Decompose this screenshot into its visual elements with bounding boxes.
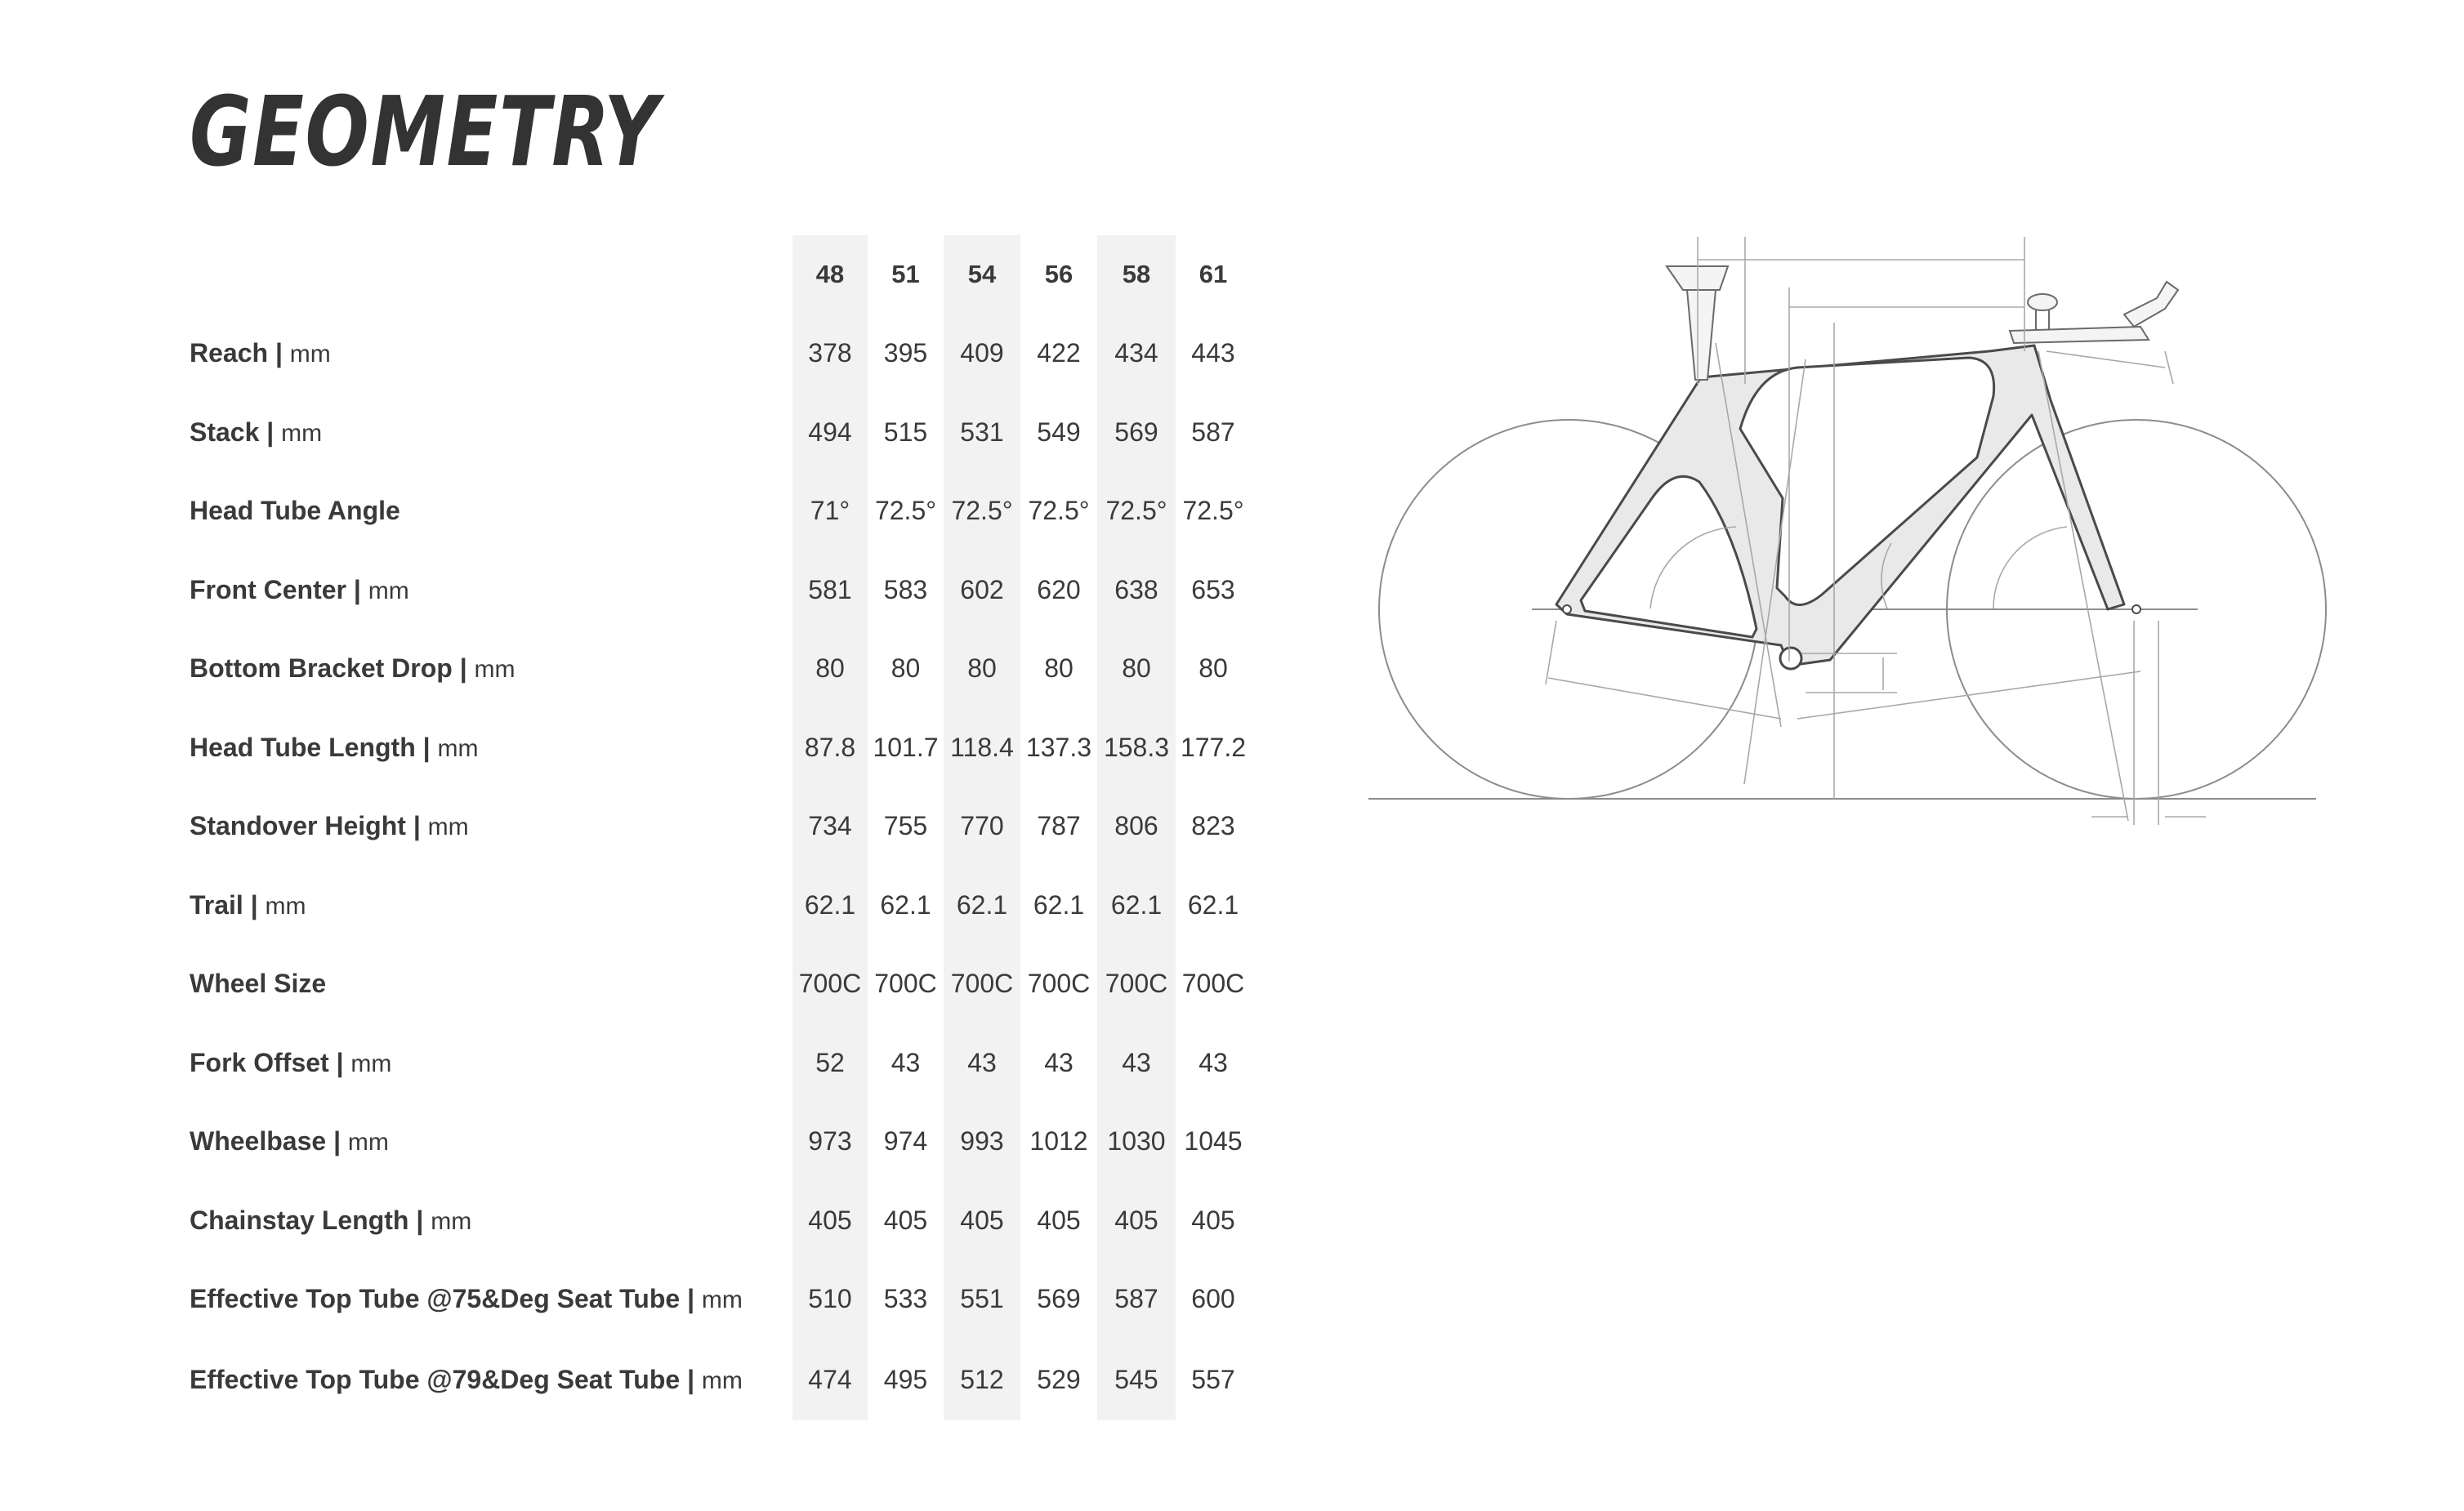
row-label (190, 866, 792, 945)
value-cell-size-51: 62.1 (880, 889, 931, 920)
row-label-text: Effective Top Tube @75&Deg Seat Tube | (190, 1284, 695, 1314)
value-cell-size-61: 1045 (1184, 1126, 1243, 1157)
row-unit: mm (474, 656, 516, 684)
geometry-table-body (190, 314, 1251, 1421)
size-header-54: 54 (944, 235, 1020, 314)
size-header-row (190, 235, 1251, 314)
value-cell-size-61: 600 (1191, 1284, 1235, 1314)
value-cell-size-54: 72.5° (944, 472, 1020, 551)
value-cell-size-58: 545 (1097, 1339, 1176, 1420)
row-label-text: Reach | (190, 338, 283, 368)
value-cell-size-56: 549 (1037, 417, 1081, 447)
row-label (190, 945, 792, 1024)
value-cell-size-54: 80 (944, 630, 1020, 709)
value-cell-size-58: 80 (1097, 630, 1176, 709)
value-cell-size-54: 118.4 (944, 708, 1020, 787)
row-unit: mm (281, 419, 323, 447)
value-cell-size-58: 405 (1097, 1181, 1176, 1260)
value-cell-size-56: 787 (1037, 811, 1081, 841)
value-cell-size-56: 569 (1037, 1284, 1081, 1314)
row-label (190, 472, 792, 551)
value-cell-size-58: 43 (1097, 1023, 1176, 1103)
row-unit: mm (701, 1366, 743, 1394)
value-cell-size-58: 638 (1097, 550, 1176, 630)
value-cell-size-56: 62.1 (1033, 889, 1085, 920)
value-cell-size-51: 515 (883, 417, 928, 447)
row-label (190, 630, 792, 709)
value-cell-size-48: 405 (792, 1181, 868, 1260)
value-cell-size-48: 62.1 (792, 866, 868, 945)
value-cell-size-51: 755 (883, 811, 928, 841)
value-cell-size-54: 409 (944, 314, 1020, 394)
value-cell-size-58: 806 (1097, 787, 1176, 867)
value-cell-size-48: 973 (792, 1103, 868, 1182)
value-cell-size-58: 434 (1097, 314, 1176, 394)
value-cell-size-56: 405 (1037, 1205, 1081, 1235)
row-unit: mm (265, 892, 306, 920)
row-label-text: Bottom Bracket Drop | (190, 653, 467, 684)
row-label-text: Wheel Size (190, 969, 327, 999)
value-cell-size-48: 581 (792, 550, 868, 630)
value-cell-size-54: 405 (944, 1181, 1020, 1260)
value-cell-size-48: 494 (792, 393, 868, 472)
row-label-text: Wheelbase | (190, 1126, 341, 1157)
geometry-row-effective-top-tube-75deg-seat-tube (190, 1260, 1251, 1339)
value-cell-size-54: 700C (944, 945, 1020, 1024)
value-cell-size-51: 583 (883, 574, 928, 604)
value-cell-size-61: 80 (1199, 653, 1228, 684)
value-cell-size-48: 52 (792, 1023, 868, 1103)
value-cell-size-56: 422 (1037, 338, 1081, 368)
geometry-row-wheel-size (190, 945, 1251, 1024)
row-unit: mm (289, 341, 331, 368)
geometry-row-wheelbase (190, 1103, 1251, 1182)
value-cell-size-48: 474 (792, 1339, 868, 1420)
row-unit: mm (431, 1207, 472, 1235)
row-unit: mm (427, 813, 469, 841)
value-cell-size-58: 72.5° (1097, 472, 1176, 551)
value-cell-size-51: 72.5° (874, 496, 937, 526)
value-cell-size-51: 405 (883, 1205, 928, 1235)
value-cell-size-48: 80 (792, 630, 868, 709)
value-cell-size-61: 823 (1191, 811, 1235, 841)
value-cell-size-61: 700C (1181, 969, 1245, 999)
row-label-text: Trail | (190, 889, 258, 920)
value-cell-size-48: 734 (792, 787, 868, 867)
aerobars (2010, 282, 2178, 343)
value-cell-size-61: 43 (1199, 1047, 1228, 1077)
bike-geometry-diagram (1356, 229, 2337, 849)
value-cell-size-48: 71° (792, 472, 868, 551)
row-label-text: Stack | (190, 417, 275, 447)
value-cell-size-58: 700C (1097, 945, 1176, 1024)
value-cell-size-61: 72.5° (1182, 496, 1244, 526)
row-label (190, 1103, 792, 1182)
row-label (190, 1339, 792, 1420)
row-label-text: Front Center | (190, 574, 361, 604)
value-cell-size-56: 1012 (1029, 1126, 1088, 1157)
value-cell-size-48: 87.8 (792, 708, 868, 787)
row-label-text: Fork Offset | (190, 1047, 344, 1077)
label-column-header (190, 235, 792, 314)
front-dropout (2132, 605, 2140, 613)
row-label-text: Head Tube Angle (190, 496, 400, 526)
geometry-row-head-tube-length (190, 708, 1251, 787)
value-cell-size-61: 557 (1191, 1364, 1235, 1394)
row-label (190, 314, 792, 394)
value-cell-size-51: 974 (883, 1126, 928, 1157)
geometry-table-container (190, 235, 1251, 1420)
value-cell-size-58: 1030 (1097, 1103, 1176, 1182)
value-cell-size-51: 700C (874, 969, 937, 999)
geometry-row-front-center (190, 550, 1251, 630)
geometry-row-trail (190, 866, 1251, 945)
row-unit: mm (368, 577, 409, 604)
value-cell-size-58: 62.1 (1097, 866, 1176, 945)
value-cell-size-61: 587 (1191, 417, 1235, 447)
value-cell-size-54: 43 (944, 1023, 1020, 1103)
value-cell-size-54: 551 (944, 1260, 1020, 1339)
rear-dropout (1563, 605, 1571, 613)
row-label (190, 1023, 792, 1103)
value-cell-size-54: 770 (944, 787, 1020, 867)
size-header-61: 61 (1199, 260, 1228, 289)
value-cell-size-56: 80 (1044, 653, 1074, 684)
value-cell-size-48: 378 (792, 314, 868, 394)
value-cell-size-51: 395 (883, 338, 928, 368)
row-label-text: Chainstay Length | (190, 1205, 424, 1235)
row-unit: mm (701, 1286, 743, 1314)
row-label-text: Head Tube Length | (190, 732, 431, 762)
value-cell-size-56: 72.5° (1028, 496, 1090, 526)
value-cell-size-61: 405 (1191, 1205, 1235, 1235)
size-header-58: 58 (1097, 235, 1176, 314)
row-label (190, 393, 792, 472)
row-label (190, 550, 792, 630)
geometry-row-stack (190, 393, 1251, 472)
value-cell-size-54: 531 (944, 393, 1020, 472)
value-cell-size-61: 177.2 (1180, 732, 1247, 762)
bike-frame (1556, 345, 2124, 666)
value-cell-size-56: 529 (1037, 1364, 1081, 1394)
value-cell-size-61: 62.1 (1187, 889, 1239, 920)
value-cell-size-51: 495 (883, 1364, 928, 1394)
value-cell-size-48: 510 (792, 1260, 868, 1339)
size-header-51: 51 (891, 260, 920, 289)
value-cell-size-54: 62.1 (944, 866, 1020, 945)
value-cell-size-51: 80 (891, 653, 921, 684)
geometry-row-bottom-bracket-drop (190, 630, 1251, 709)
row-label (190, 1181, 792, 1260)
value-cell-size-54: 602 (944, 550, 1020, 630)
row-label-text: Effective Top Tube @79&Deg Seat Tube | (190, 1364, 695, 1394)
row-unit: mm (437, 734, 479, 762)
value-cell-size-58: 569 (1097, 393, 1176, 472)
value-cell-size-51: 101.7 (873, 732, 939, 762)
bottom-bracket (1780, 648, 1801, 669)
geometry-row-head-tube-angle (190, 472, 1251, 551)
row-label (190, 708, 792, 787)
geometry-row-effective-top-tube-79deg-seat-tube (190, 1339, 1251, 1420)
geometry-table (190, 235, 1251, 1420)
value-cell-size-51: 43 (891, 1047, 921, 1077)
value-cell-size-54: 512 (944, 1339, 1020, 1420)
row-unit: mm (350, 1050, 392, 1077)
row-label-text: Standover Height | (190, 811, 421, 841)
page-title: GEOMETRY (190, 75, 660, 188)
value-cell-size-58: 587 (1097, 1260, 1176, 1339)
row-label (190, 1260, 792, 1339)
row-label (190, 787, 792, 867)
value-cell-size-56: 620 (1037, 574, 1081, 604)
value-cell-size-58: 158.3 (1097, 708, 1176, 787)
value-cell-size-56: 700C (1027, 969, 1091, 999)
value-cell-size-61: 653 (1191, 574, 1235, 604)
size-header-48: 48 (792, 235, 868, 314)
value-cell-size-56: 137.3 (1025, 732, 1092, 762)
geometry-row-fork-offset (190, 1023, 1251, 1103)
row-unit: mm (347, 1129, 389, 1157)
value-cell-size-54: 993 (944, 1103, 1020, 1182)
geometry-row-chainstay-length (190, 1181, 1251, 1260)
value-cell-size-56: 43 (1044, 1047, 1074, 1077)
geometry-row-standover-height (190, 787, 1251, 867)
value-cell-size-61: 443 (1191, 338, 1235, 368)
value-cell-size-48: 700C (792, 945, 868, 1024)
value-cell-size-51: 533 (883, 1284, 928, 1314)
size-header-56: 56 (1044, 260, 1074, 289)
geometry-row-reach (190, 314, 1251, 394)
